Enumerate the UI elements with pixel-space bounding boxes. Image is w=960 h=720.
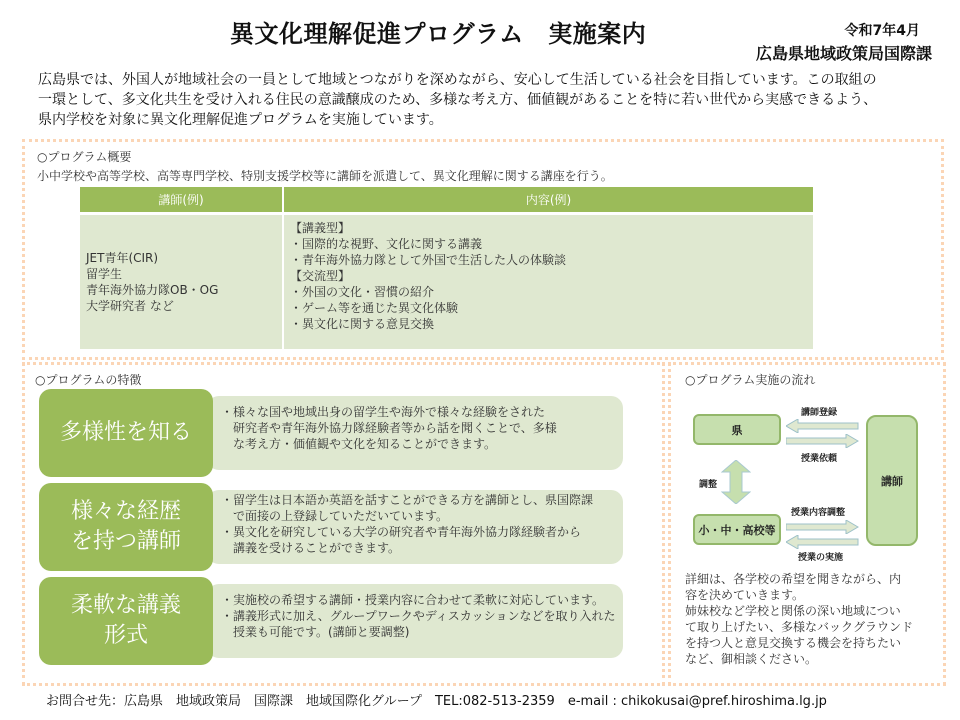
lecturer-item: JET青年(CIR) bbox=[86, 251, 159, 265]
label-registration: 講師登録 bbox=[801, 408, 838, 418]
label-coordination: 調整 bbox=[699, 480, 718, 490]
arrow-right-icon bbox=[786, 520, 860, 534]
program-features-section bbox=[22, 362, 665, 686]
content-item: ・青年海外協力隊として外国で生活した人の体験談 bbox=[290, 253, 567, 267]
program-overview-section bbox=[22, 139, 944, 360]
label-request: 授業依頼 bbox=[801, 454, 838, 464]
content-item: ・異文化に関する意見交換 bbox=[290, 317, 435, 331]
lecturer-cell bbox=[80, 215, 282, 349]
label-delivery: 授業の実施 bbox=[798, 553, 844, 563]
lecturer-item: 大学研究者 など bbox=[86, 299, 174, 313]
overview-title: ○プログラム概要 bbox=[37, 150, 132, 164]
intro-line: 一環として、多文化共生を受け入れる住民の意識醸成のため、多様な考え方、価値観があることを特に若い世代から実感できるよう、 bbox=[38, 92, 878, 108]
feature-description: ・留学生は日本語か英語を話すことができる方を講師とし、県国際課 で面接の上登録していただいています。 ・異文化を研究している大学の研究者や青年海外協力隊経験者から 講義を受けることができます。 bbox=[207, 490, 623, 564]
intro-paragraph bbox=[38, 70, 938, 130]
feature-description: ・様々な国や地域出身の留学生や海外で様々な経験をされた 研究者や青年海外協力隊経験者等から話を聞くことで、多様 な考え方・価値観や文化を知ることができます。 bbox=[207, 396, 623, 470]
feature-label: 様々な経歴 を持つ講師 bbox=[39, 483, 213, 571]
arrow-right-icon bbox=[786, 434, 860, 448]
feature-label: 多様性を知る bbox=[39, 389, 213, 477]
content-cell bbox=[282, 215, 813, 349]
program-flow-section bbox=[668, 362, 946, 686]
department-name: 広島県地域政策局国際課 bbox=[755, 44, 932, 63]
overview-description: 小中学校や高等学校、高等専門学校、特別支援学校等に講師を派遣して、異文化理解に関する講座を行う。 bbox=[37, 169, 613, 183]
flow-node-lecturer: 講師 bbox=[866, 415, 918, 546]
arrow-updown-icon bbox=[721, 460, 751, 504]
content-item: 【交流型】 bbox=[290, 269, 351, 283]
label-content-adjust: 授業内容調整 bbox=[791, 508, 846, 518]
flow-node-schools: 小・中・高校等 bbox=[693, 514, 781, 545]
flow-node-prefecture: 県 bbox=[693, 414, 781, 445]
flow-note: 詳細は、各学校の希望を聞きながら、内 容を決めていきます。 姉妹校など学校と関係の深い地域につい て取り上げたい、多様なバックグラウンド を持つ人と意見交換する機会を持ちたい など、御相談ください。 bbox=[685, 572, 914, 666]
lecturer-item: 青年海外協力隊OB・OG bbox=[86, 283, 219, 297]
lecturer-item: 留学生 bbox=[86, 267, 123, 281]
features-title: ○プログラムの特徴 bbox=[35, 373, 142, 387]
intro-line: 県内学校を対象に異文化理解促進プログラムを実施しています。 bbox=[38, 112, 443, 128]
content-item: ・国際的な視野、文化に関する講義 bbox=[290, 237, 483, 251]
header-lecturer: 講師(例) bbox=[158, 193, 204, 207]
intro-line: 広島県では、外国人が地域社会の一員として地域とつながりを深めながら、安心して生活している社会を目指しています。この取組の bbox=[38, 72, 877, 88]
content-item: ・ゲーム等を通じた異文化体験 bbox=[290, 301, 459, 315]
content-item: 【講義型】 bbox=[290, 221, 351, 235]
content-item: ・外国の文化・習慣の紹介 bbox=[290, 285, 435, 299]
feature-label: 柔軟な講義 形式 bbox=[39, 577, 213, 665]
flow-title: ○プログラム実施の流れ bbox=[685, 373, 816, 387]
issue-date: 令和7年4月 bbox=[844, 23, 920, 39]
overview-table bbox=[80, 187, 813, 349]
contact-footer: お問合せ先：広島県 地域政策局 国際課 地域国際化グループ TEL:082-513-2359 e-mail : chikokusai@pref.hiroshima.lg.jp bbox=[46, 694, 827, 709]
table-header-row bbox=[80, 187, 813, 212]
header-content: 内容(例) bbox=[282, 187, 813, 212]
arrow-left-icon bbox=[786, 419, 860, 433]
feature-description: ・実施校の希望する講師・授業内容に合わせて柔軟に対応しています。 ・講義形式に加え、グループワークやディスカッションなどを取り入れた 授業も可能です。(講師と要調整) bbox=[207, 584, 623, 658]
arrow-left-icon bbox=[786, 535, 860, 549]
page-title: 異文化理解促進プログラム 実施案内 bbox=[230, 20, 647, 48]
table-row bbox=[80, 215, 813, 349]
